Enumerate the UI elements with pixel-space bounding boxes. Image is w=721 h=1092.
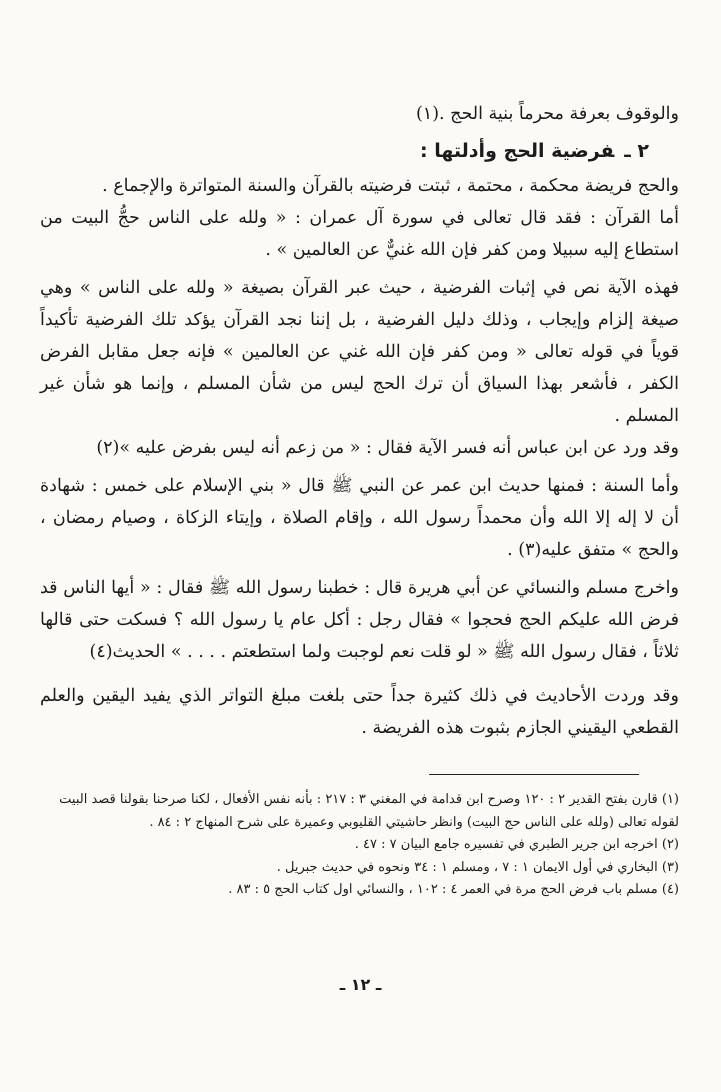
paragraph-quran-verse: أما القرآن : فقد قال تعالى في سورة آل عمران : « ولله على الناس حجُّ البيت من استطاع إليه سبيلا ومن كفر فإن الله غنيٌّ عن العالمين » . [40, 208, 679, 260]
paragraph-sunnah: وأما السنة : فمنها حديث ابن عمر عن النبي ﷺ قال « بني الإسلام على خمس : شهادة أن لا إله إلا الله وأن محمداً رسول الله ، وإقام الصلاة ، وإيتاء الزكاة ، وصيام رمضان ، والحج » متفق عليه(٣) . [40, 476, 679, 560]
footnote-2: (٢) اخرجه ابن جرير الطبري في تفسيره جامع البيان ٧ : ٤٧ . [354, 837, 679, 852]
paragraph-tawatur: وقد وردت الأحاديث في ذلك كثيرة جداً حتى بلغت مبلغ التواتر الذي يفيد اليقين والعلم القطعي اليقيني الجازم بثبوت هذه الفريضة . [40, 686, 679, 738]
intro-line: والوقوف بعرفة محرماً بنية الحج .(١) [415, 104, 679, 124]
footnote-divider [429, 774, 639, 775]
main-text [40, 98, 679, 744]
paragraph-verse-analysis: فهذه الآية نص في إثبات الفرضية ، حيث عبر القرآن بصيغة « ولله على الناس » وهي صيغة إلزام وإيجاب ، وذلك دليل الفرضية ، بل إننا نجد القرآن يؤكد تلك الفرضية تأكيداً قوياً في قوله تعالى « ومن كفر فإن الله غني عن العالمين » فإنه جعل مقابل الفرض الكفر ، فأشعر بهذا السياق أن ترك الحج ليس من شأن المسلم ، وإنما هو شأن غير المسلم . [40, 278, 679, 426]
section-heading [40, 134, 679, 168]
paragraph-definition: والحج فريضة محكمة ، محتمة ، ثبتت فرضيته بالقرآن والسنة المتواترة والإجماع . [102, 176, 679, 196]
section-number: ٢ ـ [624, 140, 649, 162]
footnote-4: (٤) مسلم باب فرض الحج مرة في العمر ٤ : ١٠٢ ، والنسائي اول كتاب الحج ٥ : ٨٣ . [228, 882, 679, 897]
page-number: ـ ١٢ ـ [339, 975, 382, 994]
footnote-1: (١) قارن بفتح القدير ٢ : ١٢٠ وصرح ابن قدامة في المغني ٣ : ٢١٧ : بأنه نفس الأفعال ، لكنا صرحنا بقولنا قصد البيت لقوله تعالى (ولله على الناس حج البيت) وانظر حاشيتي القليوبي وعميرة على شرح المنهاج ٢ : ٨٤ . [59, 792, 679, 830]
footnotes [40, 789, 679, 902]
paragraph-ibn-abbas: وقد ورد عن ابن عباس أنه فسر الآية فقال : « من زعم أنه ليس بفرض عليه »(٢) [96, 438, 679, 458]
section-title: فرضية الحج وأدلتها : [420, 140, 615, 162]
footnote-3: (٣) البخاري في أول الايمان ١ : ٧ ، ومسلم ١ : ٣٤ ونحوه في حديث جبريل . [276, 859, 679, 875]
paragraph-muslim-nasai: واخرج مسلم والنسائي عن أبي هريرة قال : خطبنا رسول الله ﷺ فقال : « أيها الناس قد فرض الله عليكم الحج فحجوا » فقال رجل : أكل عام يا رسول الله ؟ فسكت حتى قالها ثلاثاً ، فقال رسول الله ﷺ « لو قلت نعم لوجبت ولما استطعتم . . . . » الحديث(٤) [40, 578, 679, 662]
